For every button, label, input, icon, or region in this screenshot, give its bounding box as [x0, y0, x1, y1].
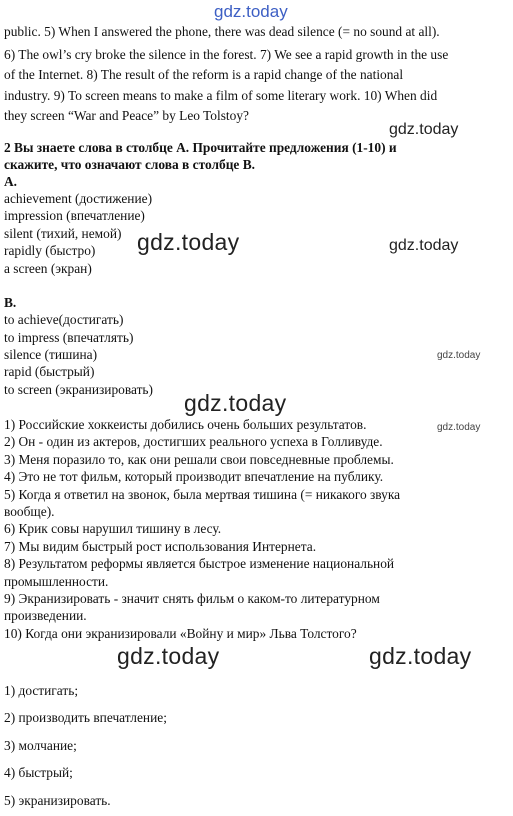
column-b-label: B. [4, 295, 17, 310]
text-line: of the Internet. 8) The result of the reform is a rapid change of the national [4, 67, 404, 82]
translation-line: 6) Крик совы нарушил тишину в лесу. [4, 521, 222, 536]
translation-line: 2) Он - один из актеров, достигших реального успеха в Голливуде. [4, 434, 383, 449]
translation-line: промышленности. [4, 574, 109, 589]
column-b-item: rapid (быстрый) [4, 364, 95, 379]
answer-line: 5) экранизировать. [4, 793, 111, 808]
text-line: they screen “War and Peace” by Leo Tolstoy? [4, 108, 249, 123]
translation-line: 3) Меня поразило то, как они решали свои повседневные проблемы. [4, 452, 394, 467]
translation-line: 5) Когда я ответил на звонок, была мертвая тишина (= никакого звука [4, 487, 401, 502]
task-title: 2 Вы знаете слова в столбце А. Прочитайте предложения (1-10) и [4, 140, 397, 155]
column-a-item: impression (впечатление) [4, 208, 145, 223]
column-b-item: to achieve(достигать) [4, 312, 124, 327]
answer-line: 1) достигать; [4, 683, 79, 698]
text-line: industry. 9) To screen means to make a film of some literary work. 10) When did [4, 88, 438, 103]
column-b-item: silence (тишина) [4, 347, 98, 362]
translation-line: 9) Экранизировать - значит снять фильм о каком-то литературном [4, 591, 380, 606]
text-line: 6) The owl’s cry broke the silence in the forest. 7) We see a rapid growth in the use [4, 47, 449, 62]
watermark: gdz.today [389, 237, 459, 254]
translation-line: вообще). [4, 504, 55, 519]
column-a-item: rapidly (быстро) [4, 243, 96, 258]
watermark: gdz.today [117, 643, 220, 669]
column-a-item: silent (тихий, немой) [4, 226, 122, 241]
watermark: gdz.today [437, 422, 481, 433]
watermark: gdz.today [389, 121, 459, 138]
translation-line: произведении. [4, 608, 87, 623]
text-line: public. 5) When I answered the phone, there was dead silence (= no sound at all). [4, 24, 440, 39]
answer-line: 3) молчание; [4, 738, 77, 753]
task-title: скажите, что означают слова в столбце В. [4, 157, 255, 172]
translation-line: 4) Это не тот фильм, который производит впечатление на публику. [4, 469, 384, 484]
answer-line: 2) производить впечатление; [4, 710, 167, 725]
column-a-label: A. [4, 174, 18, 189]
column-a-item: achievement (достижение) [4, 191, 153, 206]
translation-line: 8) Результатом реформы является быстрое изменение национальной [4, 556, 395, 571]
translation-line: 10) Когда они экранизировали «Войну и мир» Льва Толстого? [4, 626, 357, 641]
watermark: gdz.today [184, 390, 287, 416]
watermark: gdz.today [137, 229, 240, 255]
watermark-top: gdz.today [214, 2, 288, 21]
column-a-item: a screen (экран) [4, 261, 92, 276]
watermark: gdz.today [369, 643, 472, 669]
column-b-item: to impress (впечатлять) [4, 330, 134, 345]
watermark: gdz.today [437, 350, 481, 361]
column-b-item: to screen (экранизировать) [4, 382, 153, 397]
translation-line: 7) Мы видим быстрый рост использования Интернета. [4, 539, 317, 554]
answer-line: 4) быстрый; [4, 765, 73, 780]
translation-line: 1) Российские хоккеисты добились очень больших результатов. [4, 417, 367, 432]
